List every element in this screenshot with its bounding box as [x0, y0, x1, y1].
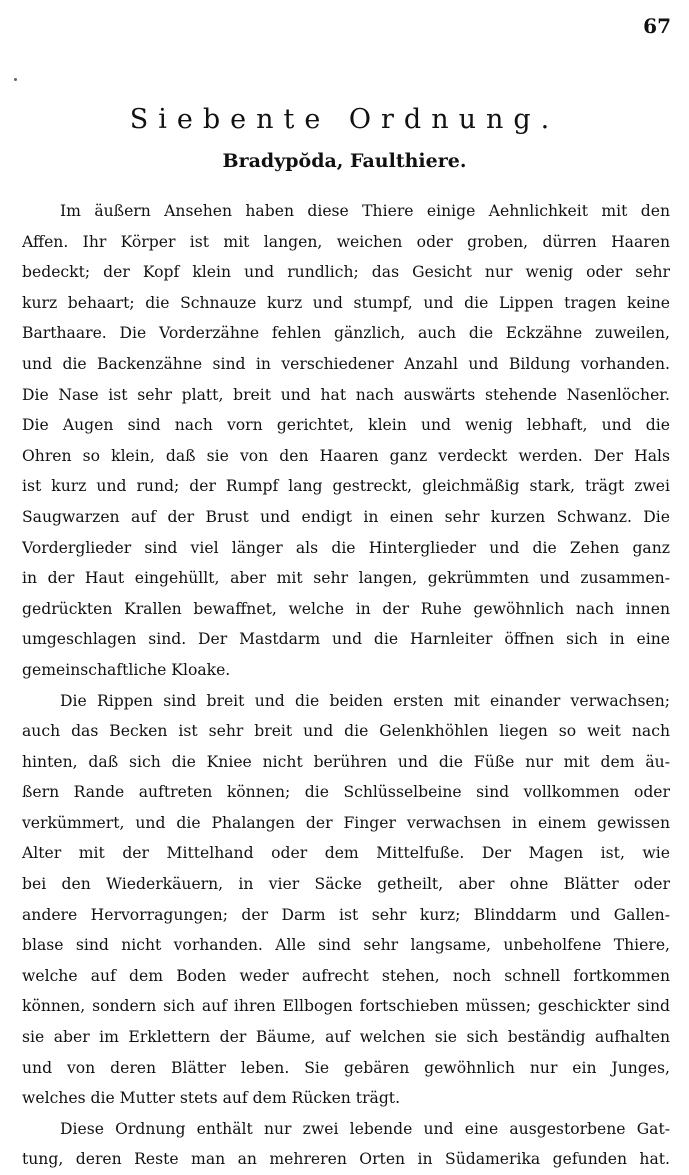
- text-line: in der Haut eingehüllt, aber mit sehr langen, gekrümmten und zusammen-: [22, 569, 670, 588]
- text-line: verkümmert, und die Phalangen der Finger verwachsen in einem gewissen: [22, 813, 670, 832]
- text-line: Vorderglieder sind viel länger als die Hinterglieder und die Zehen ganz: [22, 538, 670, 557]
- text-line: Barthaare. Die Vorderzähne fehlen gänzlich, auch die Eckzähne zuweilen,: [22, 324, 670, 343]
- text-line: sie aber im Erklettern der Bäume, auf welchen sie sich beständig aufhalten: [22, 1028, 670, 1047]
- text-line: kurz behaart; die Schnauze kurz und stumpf, und die Lippen tragen keine: [22, 293, 670, 312]
- text-line: Saugwarzen auf der Brust und endigt in einen sehr kurzen Schwanz. Die: [22, 507, 670, 526]
- text-line: bei den Wiederkäuern, in vier Säcke getheilt, aber ohne Blätter oder: [22, 875, 670, 894]
- text-line: und von deren Blätter leben. Sie gebären gewöhnlich nur ein Junges,: [22, 1058, 670, 1077]
- chapter-subtitle: Bradypŏda, Faulthiere.: [222, 150, 467, 172]
- paragraph: [22, 196, 670, 686]
- text-line: andere Hervorragungen; der Darm ist sehr kurz; Blinddarm und Gallen-: [22, 905, 670, 924]
- text-line: Alter mit der Mittelhand oder dem Mittelfuße. Der Magen ist, wie: [22, 844, 670, 863]
- text-line: können, sondern sich auf ihren Ellbogen fortschieben müssen; geschickter sind: [22, 997, 670, 1016]
- text-line: welches die Mutter stets auf dem Rücken trägt.: [22, 1089, 401, 1108]
- text-line: hinten, daß sich die Kniee nicht berühren und die Füße nur mit dem äu-: [22, 752, 670, 771]
- text-line: Affen. Ihr Körper ist mit langen, weichen oder groben, dürren Haaren: [22, 232, 670, 251]
- chapter-title: Siebente Ordnung.: [129, 104, 560, 135]
- ink-speck: [14, 78, 17, 81]
- text-line: auch das Becken ist sehr breit und die Gelenkhöhlen liegen so weit nach: [22, 722, 670, 741]
- text-line: bedeckt; der Kopf klein und rundlich; das Gesicht nur wenig oder sehr: [22, 263, 670, 282]
- text-line: welche auf dem Boden weder aufrecht stehen, noch schnell fortkommen: [22, 966, 670, 985]
- text-line: ßern Rande auftreten können; die Schlüsselbeine sind vollkommen oder: [22, 783, 670, 802]
- text-line: Ohren so klein, daß sie von den Haaren ganz verdeckt werden. Der Hals: [22, 446, 670, 465]
- text-line: gedrückten Krallen bewaffnet, welche in der Ruhe gewöhnlich nach innen: [22, 599, 670, 618]
- text-line: umgeschlagen sind. Der Mastdarm und die Harnleiter öffnen sich in eine: [22, 630, 670, 649]
- text-line: Die Rippen sind breit und die beiden ersten mit einander verwachsen;: [60, 691, 670, 710]
- body-text: [22, 196, 670, 1175]
- text-line: und die Backenzähne sind in verschiedener Anzahl und Bildung vorhanden.: [22, 354, 670, 373]
- text-line: gemeinschaftliche Kloake.: [22, 660, 231, 679]
- text-line: ist kurz und rund; der Rumpf lang gestreckt, gleichmäßig stark, trägt zwei: [22, 477, 670, 496]
- text-line: Die Augen sind nach vorn gerichtet, klein und wenig lebhaft, und die: [22, 416, 670, 435]
- text-line: Im äußern Ansehen haben diese Thiere einige Aehnlichkeit mit den: [60, 202, 670, 220]
- page-number: 67: [643, 14, 671, 38]
- text-line: tung, deren Reste man an mehreren Orten in Südamerika gefunden hat.: [22, 1150, 670, 1169]
- text-line: Die Nase ist sehr platt, breit und hat nach auswärts stehende Nasenlöcher.: [22, 385, 670, 404]
- text-line: Diese Ordnung enthält nur zwei lebende und eine ausgestorbene Gat-: [60, 1119, 670, 1138]
- text-line: blase sind nicht vorhanden. Alle sind sehr langsame, unbeholfene Thiere,: [22, 936, 670, 955]
- paragraph: [22, 686, 670, 1114]
- paragraph: [22, 1114, 670, 1175]
